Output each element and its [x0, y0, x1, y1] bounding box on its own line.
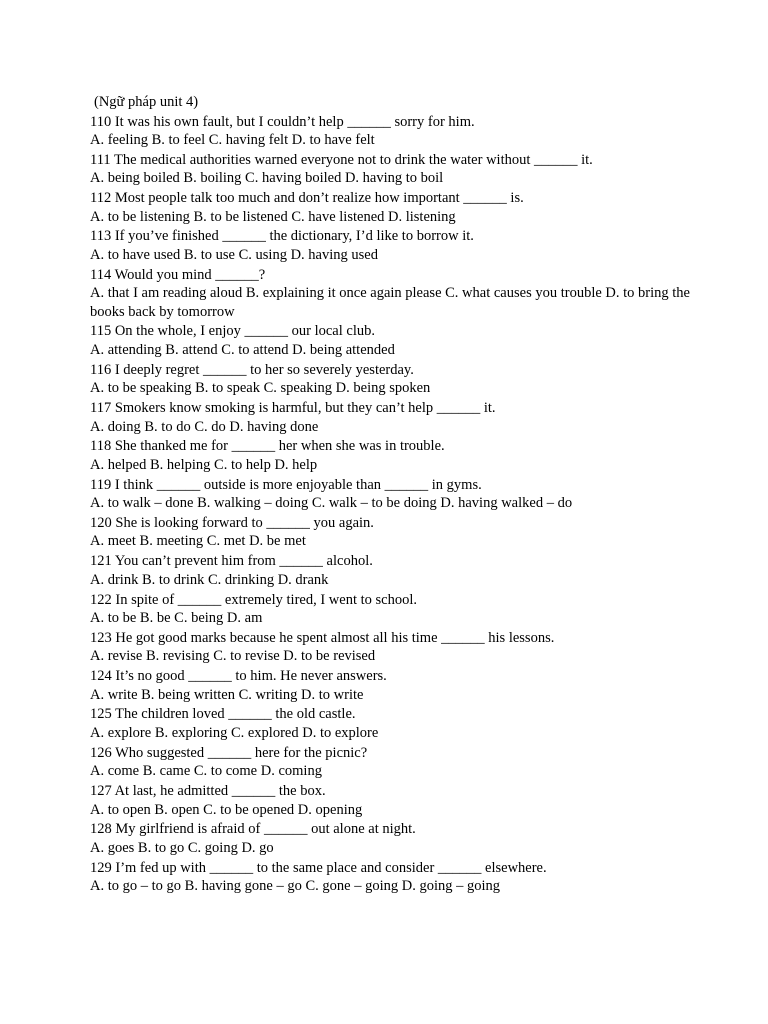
question-115 — [90, 322, 690, 359]
answer-options: A. come B. came C. to come D. coming — [90, 763, 322, 780]
answer-options: A. that I am reading aloud B. explaining it once again please C. what causes you trouble D. to bring the books back by tomorrow — [90, 285, 690, 320]
question-114 — [90, 266, 690, 322]
question-119 — [90, 476, 690, 513]
answer-options: A. to be listening B. to be listened C. have listened D. listening — [90, 208, 456, 225]
answer-options: A. to open B. open C. to be opened D. opening — [90, 801, 363, 818]
question-text: 123 He got good marks because he spent almost all his time ______ his lessons. — [90, 629, 555, 646]
question-125 — [90, 705, 690, 742]
answer-options: A. to have used B. to use C. using D. having used — [90, 246, 378, 263]
answer-options: A. to walk – done B. walking – doing C. walk – to be doing D. having walked – do — [90, 495, 573, 512]
document-page — [90, 93, 690, 897]
question-text: 128 My girlfriend is afraid of ______ out alone at night. — [90, 821, 416, 838]
document-heading: (Ngữ pháp unit 4) — [94, 94, 199, 110]
answer-options: A. goes B. to go C. going D. go — [90, 839, 274, 856]
answer-options: A. explore B. exploring C. explored D. to explore — [90, 724, 379, 741]
question-text: 126 Who suggested ______ here for the picnic? — [90, 744, 368, 761]
answer-options: A. revise B. revising C. to revise D. to be revised — [90, 648, 376, 665]
question-127 — [90, 782, 690, 819]
question-text: 115 On the whole, I enjoy ______ our local club. — [90, 323, 375, 340]
question-text: 120 She is looking forward to ______ you again. — [90, 514, 374, 531]
question-112 — [90, 189, 690, 226]
question-118 — [90, 437, 690, 474]
question-text: 117 Smokers know smoking is harmful, but they can’t help ______ it. — [90, 400, 496, 417]
question-129 — [90, 859, 690, 896]
question-text: 122 In spite of ______ extremely tired, I went to school. — [90, 591, 417, 608]
answer-options: A. to be B. be C. being D. am — [90, 610, 263, 627]
question-113 — [90, 227, 690, 264]
question-text: 125 The children loved ______ the old castle. — [90, 706, 356, 723]
question-124 — [90, 667, 690, 704]
question-122 — [90, 591, 690, 628]
question-117 — [90, 399, 690, 436]
question-text: 110 It was his own fault, but I couldn’t help ______ sorry for him. — [90, 113, 475, 130]
question-text: 124 It’s no good ______ to him. He never answers. — [90, 668, 387, 685]
question-text: 129 I’m fed up with ______ to the same place and consider ______ elsewhere. — [90, 859, 547, 876]
answer-options: A. to go – to go B. having gone – go C. gone – going D. going – going — [90, 878, 501, 895]
answer-options: A. being boiled B. boiling C. having boiled D. having to boil — [90, 170, 444, 187]
question-text: 114 Would you mind ______? — [90, 266, 266, 283]
question-120 — [90, 514, 690, 551]
question-text: 116 I deeply regret ______ to her so severely yesterday. — [90, 361, 414, 378]
question-111 — [90, 151, 690, 188]
question-text: 113 If you’ve finished ______ the dictionary, I’d like to borrow it. — [90, 228, 474, 245]
question-126 — [90, 744, 690, 781]
answer-options: A. doing B. to do C. do D. having done — [90, 418, 319, 435]
question-123 — [90, 629, 690, 666]
question-110 — [90, 113, 690, 150]
answer-options: A. helped B. helping C. to help D. help — [90, 456, 318, 473]
question-text: 112 Most people talk too much and don’t realize how important ______ is. — [90, 190, 524, 207]
question-116 — [90, 361, 690, 398]
answer-options: A. attending B. attend C. to attend D. being attended — [90, 341, 395, 358]
question-text: 121 You can’t prevent him from ______ alcohol. — [90, 553, 373, 570]
question-128 — [90, 820, 690, 857]
question-121 — [90, 552, 690, 589]
question-text: 111 The medical authorities warned everyone not to drink the water without ______ it. — [90, 151, 593, 168]
answer-options: A. to be speaking B. to speak C. speaking D. being spoken — [90, 380, 431, 397]
answer-options: A. drink B. to drink C. drinking D. drank — [90, 571, 329, 588]
question-text: 118 She thanked me for ______ her when she was in trouble. — [90, 438, 445, 455]
question-text: 127 At last, he admitted ______ the box. — [90, 783, 326, 800]
answer-options: A. feeling B. to feel C. having felt D. to have felt — [90, 132, 375, 148]
answer-options: A. write B. being written C. writing D. to write — [90, 686, 364, 703]
answer-options: A. meet B. meeting C. met D. be met — [90, 533, 306, 550]
question-text: 119 I think ______ outside is more enjoyable than ______ in gyms. — [90, 476, 482, 493]
